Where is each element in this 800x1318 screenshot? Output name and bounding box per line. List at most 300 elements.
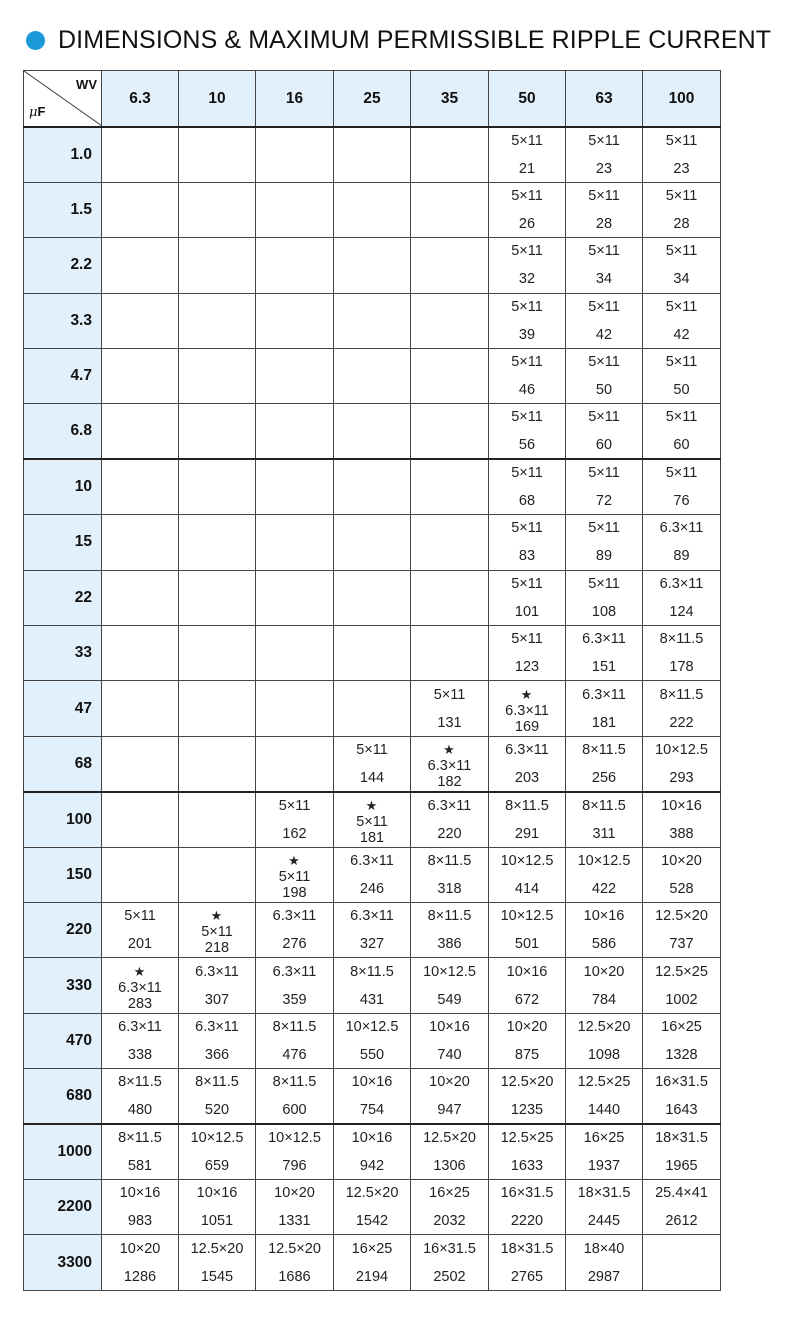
dimension-line xyxy=(334,1241,410,1257)
spec-cell-content xyxy=(489,686,565,735)
ripple-value: 181 xyxy=(591,714,617,731)
dimension-line xyxy=(102,1019,178,1035)
spec-cell xyxy=(334,958,411,1013)
dimension-value: 10×16 xyxy=(119,1185,161,1202)
table-row xyxy=(24,404,721,459)
ripple-value: 291 xyxy=(514,825,540,842)
spec-cell xyxy=(643,349,721,404)
ripple-value: 947 xyxy=(437,1102,462,1119)
empty-cell xyxy=(179,570,256,625)
spec-cell xyxy=(566,293,643,348)
uf-label xyxy=(29,104,45,120)
spec-cell-content xyxy=(489,1074,565,1118)
spec-cell xyxy=(643,1069,721,1124)
dimension-line xyxy=(566,354,642,370)
dimension-value: 5×11 xyxy=(665,132,698,149)
dimension-line xyxy=(643,908,720,924)
ripple-value: 123 xyxy=(514,659,540,676)
dimension-line xyxy=(566,853,642,869)
spec-cell xyxy=(256,847,334,902)
dimension-line xyxy=(643,687,720,703)
dimension-line xyxy=(643,853,720,869)
spec-cell-content xyxy=(566,465,642,509)
spec-cell-content xyxy=(256,1074,333,1118)
spec-cell-content xyxy=(643,1185,720,1229)
spec-cell-content xyxy=(643,465,720,509)
voltage-header-cell: 10 xyxy=(179,71,256,128)
ripple-value: 659 xyxy=(204,1157,230,1174)
empty-cell xyxy=(411,459,489,514)
ripple-value: 796 xyxy=(282,1157,307,1174)
dimension-value: 8×11.5 xyxy=(272,1018,317,1035)
dimension-value: 5×11 xyxy=(588,188,620,205)
dimension-value: 10×20 xyxy=(661,852,702,869)
spec-cell xyxy=(411,1124,489,1179)
empty-cell xyxy=(179,515,256,570)
capacitance-cell: 2200 xyxy=(24,1179,102,1234)
spec-cell-content xyxy=(489,520,565,564)
empty-cell xyxy=(102,847,179,902)
spec-cell-content xyxy=(179,1130,255,1174)
ripple-value: 34 xyxy=(673,271,690,288)
dimension-value: 8×11.5 xyxy=(195,1074,239,1091)
dimension-value: 6.3×11 xyxy=(272,963,317,980)
dimension-value: 5×11 xyxy=(511,132,543,149)
spec-cell xyxy=(489,1179,566,1234)
empty-cell xyxy=(334,127,411,182)
spec-cell xyxy=(489,792,566,847)
ripple-value: 422 xyxy=(591,880,617,897)
dimension-value: 6.3×11 xyxy=(505,702,549,719)
ripple-value: 39 xyxy=(518,326,536,343)
spec-cell-content xyxy=(643,798,720,842)
dimension-value: 10×20 xyxy=(583,963,625,980)
ripple-value: 1306 xyxy=(433,1157,466,1174)
voltage-header-cell: 35 xyxy=(411,71,489,128)
table-row xyxy=(24,958,721,1013)
dimension-value: 18×31.5 xyxy=(577,1185,631,1202)
dimension-value: 12.5×25 xyxy=(577,1074,631,1091)
dimension-value: 6.3×11 xyxy=(582,631,626,648)
capacitance-cell: 15 xyxy=(24,515,102,570)
empty-cell xyxy=(334,293,411,348)
dimension-value: 5×11 xyxy=(665,354,698,371)
voltage-header-cell: 100 xyxy=(643,71,721,128)
ripple-value: 151 xyxy=(591,659,617,676)
empty-cell xyxy=(334,626,411,681)
spec-cell xyxy=(411,736,489,791)
ripple-value: 220 xyxy=(437,825,462,842)
voltage-header-cell: 6.3 xyxy=(102,71,179,128)
table-row xyxy=(24,515,721,570)
dimension-value: 18×31.5 xyxy=(500,1240,554,1257)
ripple-value: 60 xyxy=(673,437,690,454)
uf-f-label: F xyxy=(37,104,46,119)
capacitance-cell: 1.5 xyxy=(24,182,102,237)
empty-cell xyxy=(334,681,411,736)
spec-cell xyxy=(489,902,566,957)
ripple-value: 178 xyxy=(669,659,694,676)
ripple-value: 182 xyxy=(437,773,462,790)
ripple-value: 276 xyxy=(282,936,307,953)
spec-cell xyxy=(489,459,566,514)
dimension-line xyxy=(566,520,642,536)
ripple-value: 1331 xyxy=(278,1213,311,1230)
spec-cell-content xyxy=(489,853,565,897)
spec-cell-content xyxy=(102,1130,178,1174)
spec-cell xyxy=(566,1179,643,1234)
dimension-line xyxy=(179,964,255,980)
dimension-value: 12.5×20 xyxy=(577,1018,631,1035)
ripple-value: 283 xyxy=(127,995,153,1012)
spec-cell xyxy=(102,1179,179,1234)
bullet-dot-icon xyxy=(26,31,45,50)
spec-cell xyxy=(334,792,411,847)
empty-cell xyxy=(411,182,489,237)
dimension-line xyxy=(643,798,720,814)
spec-cell-content xyxy=(411,964,488,1008)
dimension-line xyxy=(489,1130,565,1146)
spec-cell-content xyxy=(489,631,565,675)
dimension-line xyxy=(566,465,642,481)
spec-cell-content xyxy=(489,465,565,509)
spec-cell-content xyxy=(411,1185,488,1229)
table-row xyxy=(24,626,721,681)
spec-cell-content xyxy=(643,742,720,786)
spec-cell xyxy=(102,902,179,957)
spec-cell-content xyxy=(566,1019,642,1063)
dimension-value: 5×11 xyxy=(511,631,543,648)
spec-cell xyxy=(566,792,643,847)
ripple-value: 1286 xyxy=(123,1268,157,1285)
empty-cell xyxy=(179,238,256,293)
dimension-value: 6.3×11 xyxy=(427,757,472,774)
dimension-line xyxy=(411,1074,488,1090)
ripple-value: 144 xyxy=(359,769,385,786)
ripple-value: 740 xyxy=(437,1046,462,1063)
spec-cell xyxy=(489,736,566,791)
spec-cell xyxy=(102,1124,179,1179)
dimension-value: 10×20 xyxy=(119,1240,161,1257)
empty-cell xyxy=(256,404,334,459)
spec-cell-content xyxy=(566,354,642,398)
dimension-line xyxy=(489,631,565,647)
spec-cell xyxy=(179,1235,256,1290)
capacitance-cell: 330 xyxy=(24,958,102,1013)
spec-cell xyxy=(643,1013,721,1068)
ripple-value: 203 xyxy=(514,769,540,786)
dimension-value: 10×12.5 xyxy=(500,852,554,869)
empty-cell xyxy=(102,127,179,182)
spec-cell xyxy=(256,958,334,1013)
ripple-value: 1965 xyxy=(665,1157,698,1174)
dimension-line xyxy=(566,243,642,259)
dimension-line xyxy=(643,354,720,370)
capacitance-cell: 1000 xyxy=(24,1124,102,1179)
ripple-value: 101 xyxy=(514,603,540,620)
spec-cell xyxy=(411,1013,489,1068)
dimension-line xyxy=(566,299,642,315)
spec-cell xyxy=(489,681,566,736)
ripple-value: 359 xyxy=(282,991,307,1008)
dimension-value: 8×11.5 xyxy=(582,797,626,814)
spec-cell-content xyxy=(489,1019,565,1063)
ripple-value: 23 xyxy=(595,160,613,177)
spec-cell xyxy=(643,1179,721,1234)
dimension-value: 10×16 xyxy=(351,1129,393,1146)
spec-cell-content xyxy=(334,1241,410,1285)
voltage-header-cell: 63 xyxy=(566,71,643,128)
dimension-value: 5×11 xyxy=(511,575,543,592)
empty-cell xyxy=(102,404,179,459)
dimension-line xyxy=(179,1241,255,1257)
spec-cell xyxy=(489,404,566,459)
table-row xyxy=(24,847,721,902)
table-row xyxy=(24,570,721,625)
spec-cell-content xyxy=(566,853,642,897)
empty-cell xyxy=(102,349,179,404)
dimension-value: 5×11 xyxy=(588,132,620,149)
spec-cell-content xyxy=(411,1074,488,1118)
spec-cell xyxy=(489,182,566,237)
ripple-value: 586 xyxy=(591,936,617,953)
spec-cell xyxy=(566,459,643,514)
spec-cell-content xyxy=(102,1074,178,1118)
spec-cell-content xyxy=(643,243,720,287)
empty-cell xyxy=(411,570,489,625)
spec-cell xyxy=(334,1179,411,1234)
spec-cell-content xyxy=(489,243,565,287)
spec-cell xyxy=(566,238,643,293)
empty-cell xyxy=(179,349,256,404)
dimension-line xyxy=(102,908,178,924)
dimension-line xyxy=(334,1074,410,1090)
table-row xyxy=(24,1013,721,1068)
spec-cell xyxy=(566,902,643,957)
dimension-line xyxy=(489,409,565,425)
ripple-value: 581 xyxy=(127,1157,153,1174)
table-row xyxy=(24,792,721,847)
dimension-value: 5×11 xyxy=(588,409,620,426)
table-row xyxy=(24,1179,721,1234)
empty-cell xyxy=(102,681,179,736)
dimension-value: 5×11 xyxy=(588,354,620,371)
capacitance-cell: 3.3 xyxy=(24,293,102,348)
empty-cell xyxy=(256,459,334,514)
spec-cell-content xyxy=(643,409,720,453)
dimension-value: 10×16 xyxy=(506,963,548,980)
spec-cell-content xyxy=(489,798,565,842)
ripple-value: 2612 xyxy=(665,1213,698,1230)
ripple-value: 480 xyxy=(127,1102,153,1119)
ripple-value: 1542 xyxy=(355,1213,389,1230)
capacitance-cell: 220 xyxy=(24,902,102,957)
spec-cell xyxy=(411,902,489,957)
ripple-value: 89 xyxy=(673,548,690,565)
dimension-value: 10×20 xyxy=(429,1074,470,1091)
capacitance-cell: 47 xyxy=(24,681,102,736)
dimension-value: 8×11.5 xyxy=(272,1074,317,1091)
empty-cell xyxy=(334,459,411,514)
ripple-value: 784 xyxy=(591,991,617,1008)
table-row xyxy=(24,1124,721,1179)
ripple-value: 108 xyxy=(591,603,617,620)
ripple-value: 50 xyxy=(673,382,690,399)
dimension-value: 6.3×11 xyxy=(582,686,626,703)
spec-cell xyxy=(489,127,566,182)
spec-cell xyxy=(411,958,489,1013)
ripple-value: 256 xyxy=(591,769,617,786)
spec-cell-content xyxy=(489,409,565,453)
capacitance-cell: 10 xyxy=(24,459,102,514)
spec-cell-content xyxy=(643,908,720,952)
spec-cell xyxy=(566,847,643,902)
ripple-value: 431 xyxy=(359,991,385,1008)
spec-cell-content xyxy=(102,1019,178,1063)
ripple-value: 528 xyxy=(669,880,694,897)
spec-cell-content xyxy=(566,1185,642,1229)
dimension-value: 10×16 xyxy=(661,797,702,814)
dimension-value: 5×11 xyxy=(356,741,388,758)
dimension-value: 5×11 xyxy=(511,243,543,260)
ripple-value: 26 xyxy=(518,216,536,233)
dimension-value: 6.3×11 xyxy=(505,741,549,758)
ripple-value: 311 xyxy=(592,825,616,842)
dimension-line xyxy=(489,742,565,758)
table-row xyxy=(24,349,721,404)
ripple-value: 32 xyxy=(518,271,536,288)
dimension-line xyxy=(489,798,565,814)
ripple-value: 338 xyxy=(127,1046,153,1063)
dimension-value: 5×11 xyxy=(124,908,156,925)
spec-cell-content xyxy=(566,409,642,453)
dimension-line xyxy=(256,908,333,924)
dimension-line xyxy=(643,188,720,204)
dimension-line xyxy=(179,1019,255,1035)
spec-cell xyxy=(566,404,643,459)
dimension-value: 5×11 xyxy=(356,813,388,830)
dimension-value: 8×11.5 xyxy=(118,1074,162,1091)
spec-cell xyxy=(643,238,721,293)
empty-cell xyxy=(411,626,489,681)
dimension-line xyxy=(102,1241,178,1257)
empty-cell xyxy=(411,238,489,293)
star-icon: ★ xyxy=(365,797,378,813)
spec-cell-content xyxy=(411,1019,488,1063)
capacitance-cell: 470 xyxy=(24,1013,102,1068)
dimension-line xyxy=(489,1185,565,1201)
spec-cell xyxy=(411,1235,489,1290)
dimension-value: 16×25 xyxy=(429,1185,470,1202)
star-icon: ★ xyxy=(443,741,455,757)
dimension-line xyxy=(411,908,488,924)
dimension-value: 6.3×11 xyxy=(427,797,472,814)
spec-cell xyxy=(334,736,411,791)
dimension-value: 5×11 xyxy=(201,924,233,941)
dimension-line xyxy=(256,964,333,980)
dimension-value: 18×31.5 xyxy=(655,1129,708,1146)
empty-cell xyxy=(411,293,489,348)
spec-cell-content xyxy=(489,1185,565,1229)
page-title: DIMENSIONS & MAXIMUM PERMISSIBLE RIPPLE CURRENT xyxy=(58,25,772,54)
dimension-line xyxy=(643,1074,720,1090)
dimension-value: 5×11 xyxy=(588,298,620,315)
dimension-line xyxy=(643,742,720,758)
spec-cell xyxy=(179,1013,256,1068)
uf-mu-label: μ xyxy=(29,105,38,120)
dimension-value: 5×11 xyxy=(511,188,543,205)
dimension-line xyxy=(256,1130,333,1146)
spec-cell-content xyxy=(489,908,565,952)
spec-cell-content xyxy=(643,687,720,731)
dimension-line xyxy=(334,1185,410,1201)
spec-cell-content xyxy=(179,1185,255,1229)
spec-cell-content xyxy=(256,798,333,842)
dimension-line xyxy=(256,1241,333,1257)
spec-cell-content xyxy=(643,354,720,398)
capacitance-cell: 3300 xyxy=(24,1235,102,1290)
star-icon: ★ xyxy=(520,686,533,702)
dimension-line xyxy=(566,631,642,647)
spec-cell-content xyxy=(256,1185,333,1229)
dimension-value: 5×11 xyxy=(665,243,698,260)
empty-cell xyxy=(334,238,411,293)
spec-cell xyxy=(256,902,334,957)
spec-cell-content xyxy=(643,964,720,1008)
dimension-line xyxy=(566,1074,642,1090)
spec-cell xyxy=(102,1069,179,1124)
capacitance-cell: 100 xyxy=(24,792,102,847)
spec-cell-content xyxy=(179,964,255,1008)
empty-cell xyxy=(256,349,334,404)
spec-cell-content xyxy=(411,853,488,897)
spec-cell xyxy=(179,1069,256,1124)
empty-cell xyxy=(256,127,334,182)
dimension-value: 6.3×11 xyxy=(659,520,704,537)
spec-cell xyxy=(643,958,721,1013)
dimension-value: 10×12.5 xyxy=(423,963,476,980)
spec-cell xyxy=(334,1235,411,1290)
dimension-line xyxy=(566,576,642,592)
spec-cell-content xyxy=(643,1074,720,1118)
spec-cell-content xyxy=(489,354,565,398)
empty-cell xyxy=(334,570,411,625)
ripple-value: 72 xyxy=(595,493,613,510)
ripple-value: 1051 xyxy=(200,1213,234,1230)
ripple-value: 181 xyxy=(359,829,385,846)
spec-cell-content xyxy=(489,133,565,177)
dimension-value: 5×11 xyxy=(588,243,620,260)
dimension-value: 5×11 xyxy=(588,575,620,592)
dimension-line xyxy=(643,576,720,592)
dimension-line xyxy=(179,1074,255,1090)
ripple-value: 1235 xyxy=(510,1102,544,1119)
voltage-header-cell: 50 xyxy=(489,71,566,128)
dimension-line xyxy=(489,354,565,370)
ripple-value: 222 xyxy=(669,714,694,731)
dimension-line xyxy=(179,1185,255,1201)
spec-cell-content xyxy=(566,798,642,842)
dimension-value: 6.3×11 xyxy=(350,852,394,869)
dimension-line xyxy=(489,243,565,259)
dimension-value: 8×11.5 xyxy=(659,686,704,703)
spec-cell-content xyxy=(566,742,642,786)
spec-cell xyxy=(179,1179,256,1234)
empty-cell xyxy=(256,626,334,681)
dimension-line xyxy=(334,742,410,758)
spec-cell-content xyxy=(566,908,642,952)
spec-cell xyxy=(566,515,643,570)
